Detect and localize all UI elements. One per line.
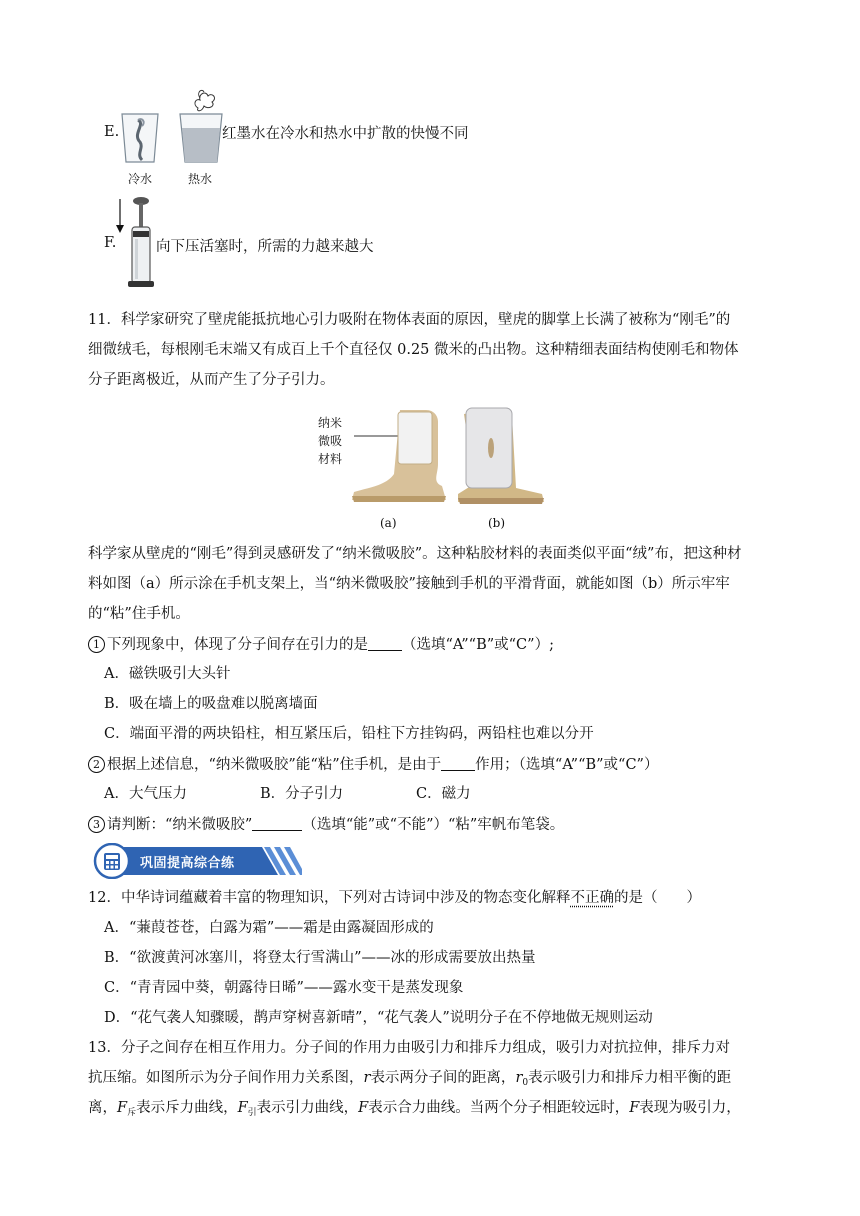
q13-line3 [88, 1098, 741, 1123]
q11-sub3-post: （选填“能”或“不能”）“粘”牢帆布笔袋。 [302, 817, 565, 833]
q13-var-f-repulsive: F [117, 1100, 128, 1116]
phone-stand-images [346, 404, 546, 508]
q12-option-d: D．“花气袭人知骤暖，鹊声穿树喜新晴”，“花气袭人”说明分子在不停地做无规则运动 [104, 1010, 653, 1026]
q13-line3-c: 表示引力曲线， [256, 1100, 359, 1116]
q11-sub2-post: 作用；（选填“A”“B”或“C”） [475, 757, 659, 773]
item-f-text: 向下压活塞时，所需的力越来越大 [156, 239, 374, 255]
hot-water-caption: 热水 [188, 172, 213, 186]
q11-sub2-options [104, 784, 471, 804]
q11-para1-line3: 分子距离极近，从而产生了分子引力。 [88, 372, 335, 388]
q12-stem-pre: 12．中华诗词蕴藏着丰富的物理知识，下列对古诗词中涉及的物态变化解释 [88, 890, 571, 906]
q11-sub2-option-c: C．磁力 [416, 786, 471, 802]
circled-number-2: 2 [88, 756, 105, 773]
q13-var-f-attractive-sub: 引 [247, 1108, 257, 1118]
q11-para2-line1: 科学家从壁虎的“刚毛”得到灵感研发了“纳米微吸胶”。这种粘胶材料的表面类似平面“绒”布，把这种材 [88, 546, 742, 562]
q11-sub1-answer-blank[interactable] [368, 634, 402, 651]
q11-sub2-answer-blank[interactable] [441, 754, 475, 771]
q13-line2-a: 抗压缩。如图所示为分子间作用力关系图， [88, 1070, 364, 1086]
q13-line2-c: 表示吸引力和排斥力相平衡的距 [528, 1070, 732, 1086]
item-e-letter: E. [104, 124, 120, 140]
q13-line3-d: 表示合力曲线。当两个分子相距较远时， [368, 1100, 630, 1116]
q13-var-f-repulsive-sub: 斥 [127, 1108, 137, 1118]
q11-sub1-pre: 下列现象中，体现了分子间存在引力的是 [107, 637, 368, 653]
q12-option-a: A．“蒹葭苍苍，白露为霜”——霜是由露凝固形成的 [104, 920, 434, 936]
item-e [104, 84, 504, 189]
q11-sub1-stem [88, 634, 554, 655]
q12-option-b: B．“欲渡黄河冰塞川，将登太行雪满山”——冰的形成需要放出热量 [104, 950, 536, 966]
item-f [104, 193, 504, 293]
q13-var-r: r [363, 1070, 371, 1086]
nano-label-line-3: 材料 [318, 452, 343, 466]
q13-var-f-net: F [358, 1100, 369, 1116]
section-banner [92, 843, 302, 879]
q11-sub2-pre: 根据上述信息，“纳米微吸胶”能“粘”住手机，是由于 [107, 757, 442, 773]
q11-sub3-answer-blank[interactable] [252, 814, 302, 831]
cold-water-caption: 冷水 [128, 172, 153, 186]
nano-label-line-1: 纳米 [318, 416, 343, 430]
q11-sub2-stem [88, 754, 658, 775]
circled-number-1: 1 [88, 636, 105, 653]
q13-line3-e: 表现为吸引力， [639, 1100, 741, 1116]
figure-caption-b: (b) [488, 516, 506, 530]
q11-sub2-option-a: A．大气压力 [104, 786, 187, 802]
q11-sub1-option-c: C．端面平滑的两块铅柱，相互紧压后，铅柱下方挂钩码，两铅柱也难以分开 [104, 726, 594, 742]
item-e-text: 红墨水在冷水和热水中扩散的快慢不同 [222, 126, 469, 142]
item-f-letter: F. [104, 235, 117, 251]
q13-line3-a: 离， [88, 1100, 117, 1116]
q12-stem-emphasis: 不正确 [570, 890, 614, 906]
q11-sub2-option-b: B．分子引力 [260, 786, 344, 802]
circled-number-3: 3 [88, 816, 105, 833]
nano-material-label [318, 414, 342, 468]
q12-option-c: C．“青青园中葵，朝露待日晞”——露水变干是蒸发现象 [104, 980, 464, 996]
q13-line1: 13．分子之间存在相互作用力。分子间的作用力由吸引力和排斥力组成，吸引力对抗拉伸，排斥力对 [88, 1040, 730, 1056]
q11-para2-line3: 的“粘”住手机。 [88, 606, 190, 622]
diffusion-beakers-illustration [116, 84, 226, 164]
q13-var-r0-sub: 0 [522, 1078, 529, 1088]
q11-sub3-stem [88, 814, 564, 835]
q13-var-f-net-2: F [629, 1100, 640, 1116]
q13-var-r0: r [515, 1070, 523, 1086]
q13-line2-b: 表示两分子间的距离， [370, 1070, 516, 1086]
q13-line2 [88, 1068, 731, 1093]
q11-sub3-pre: 请判断：“纳米微吸胶” [107, 817, 253, 833]
q11-sub1-option-b: B．吸在墙上的吸盘难以脱离墙面 [104, 696, 318, 712]
nano-label-line-2: 微吸 [318, 434, 343, 448]
figure-caption-a: (a) [380, 516, 397, 530]
q13-line3-b: 表示斥力曲线， [136, 1100, 238, 1116]
q11-para1-line1: 11．科学家研究了壁虎能抵抗地心引力吸附在物体表面的原因，壁虎的脚掌上长满了被称为“刚毛”的 [88, 312, 731, 328]
q11-para1-line2: 细微绒毛，每根刚毛末端又有成百上千个直径仅 0.25 微米的凸出物。这种精细表面结构使刚毛和物体 [88, 342, 739, 358]
q11-para2-line2: 料如图（a）所示涂在手机支架上，当“纳米微吸胶”接触到手机的平滑背面，就能如图（b）所示牢牢 [88, 576, 730, 592]
q12-stem-post: 的是（ ） [613, 890, 701, 906]
q12-stem [88, 888, 701, 908]
phone-stand-figure [318, 404, 548, 532]
section-banner-title: 巩固提高综合练 [140, 856, 235, 871]
q11-sub1-option-a: A．磁铁吸引大头针 [104, 666, 231, 682]
q11-sub1-post: （选填“A”“B”或“C”）; [402, 637, 554, 653]
q13-var-f-attractive: F [237, 1100, 248, 1116]
